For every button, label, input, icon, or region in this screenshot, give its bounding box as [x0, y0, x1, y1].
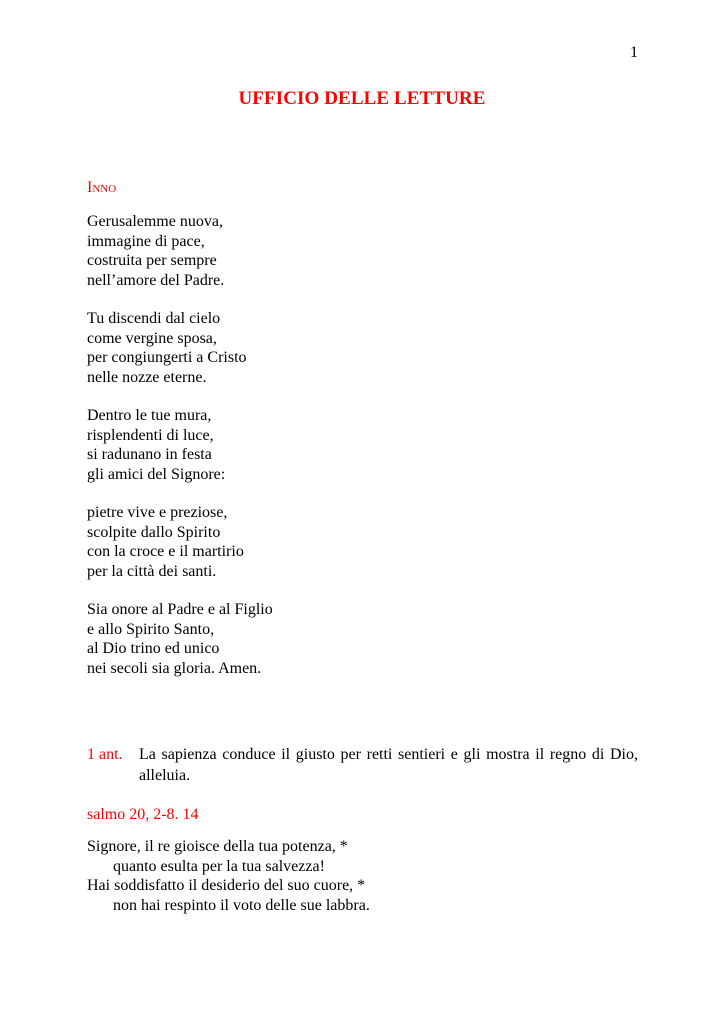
- hymn-line: al Dio trino ed unico: [87, 640, 220, 657]
- hymn-line: costruita per sempre: [87, 252, 217, 269]
- antiphon: [87, 744, 638, 786]
- hymn-line: gli amici del Signore:: [87, 465, 226, 483]
- hymn-line: Tu discendi dal cielo: [87, 310, 221, 327]
- psalm: [87, 837, 637, 915]
- hymn-line: nell’amore del Padre.: [87, 271, 225, 289]
- hymn-line: nei secoli sia gloria. Amen.: [87, 659, 262, 677]
- hymn-stanza: [87, 406, 487, 484]
- hymn-line: immagine di pace,: [87, 232, 205, 250]
- psalm-verse: non hai respinto il voto delle sue labbra.: [113, 896, 370, 914]
- hymn-stanza: [87, 600, 487, 678]
- hymn-line: Sia onore al Padre e al Figlio: [87, 601, 273, 618]
- hymn-heading: Inno: [87, 179, 117, 196]
- hymn-line: scolpite dallo Spirito: [87, 523, 221, 541]
- hymn-stanza: [87, 212, 487, 290]
- hymn-line: Dentro le tue mura,: [87, 407, 212, 424]
- antiphon-label: 1 ant.: [87, 746, 123, 763]
- hymn-line: risplendenti di luce,: [87, 426, 214, 444]
- hymn-line: per congiungerti a Cristo: [87, 349, 247, 366]
- hymn: [87, 212, 487, 697]
- page-number: 1: [630, 44, 638, 61]
- psalm-verse: quanto esulta per la tua salvezza!: [113, 857, 325, 875]
- psalm-heading: salmo 20, 2-8. 14: [87, 806, 199, 823]
- hymn-line: per la città dei santi.: [87, 562, 217, 580]
- hymn-line: come vergine sposa,: [87, 329, 217, 347]
- hymn-line: Gerusalemme nuova,: [87, 213, 223, 230]
- page-title: UFFICIO DELLE LETTURE: [238, 88, 486, 109]
- antiphon-text: La sapienza conduce il giusto per retti sentieri e gli mostra il regno di Dio, alleluia.: [139, 746, 638, 784]
- psalm-verse: Signore, il re gioisce della tua potenza, *: [87, 838, 348, 855]
- hymn-line: nelle nozze eterne.: [87, 368, 207, 386]
- hymn-stanza: [87, 503, 487, 581]
- psalm-verse: Hai soddisfatto il desiderio del suo cuore, *: [87, 877, 366, 894]
- hymn-stanza: [87, 309, 487, 387]
- hymn-line: con la croce e il martirio: [87, 543, 244, 560]
- hymn-line: pietre vive e preziose,: [87, 504, 228, 521]
- hymn-line: e allo Spirito Santo,: [87, 620, 215, 638]
- hymn-line: si radunano in festa: [87, 446, 212, 463]
